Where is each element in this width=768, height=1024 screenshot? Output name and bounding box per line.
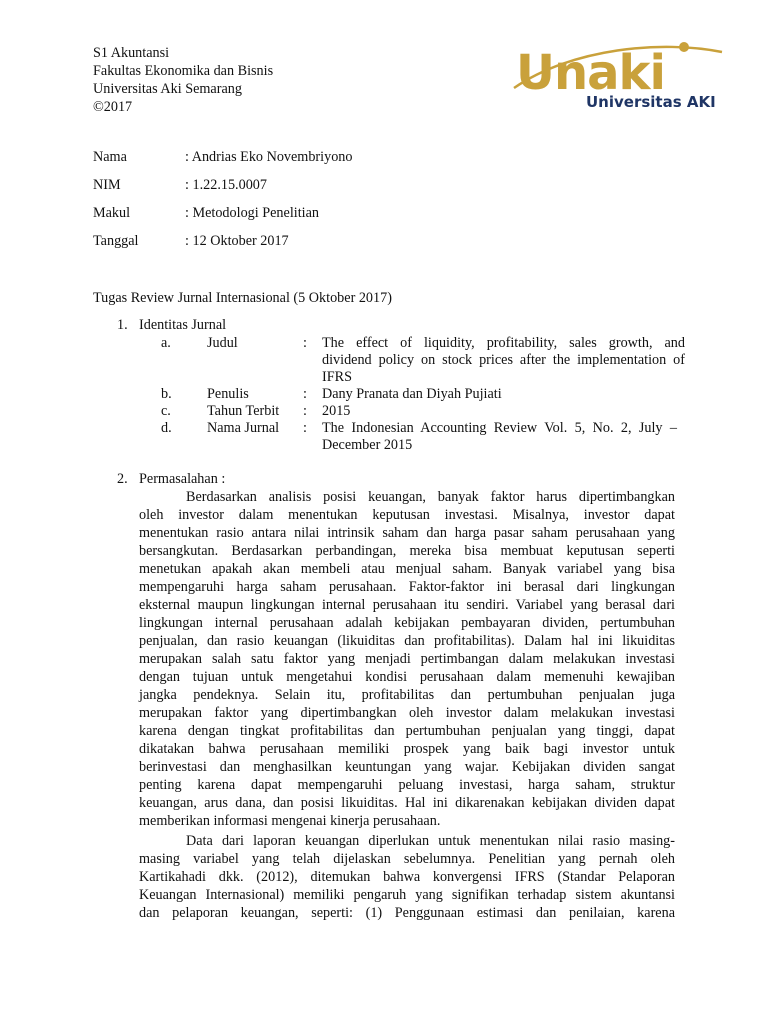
paragraph-2 [139, 832, 675, 922]
unaki-logo [512, 36, 732, 114]
paragraph-line: memberikan informasi mengenai kinerja perusahaan. [139, 813, 441, 829]
field-row-makul [93, 204, 319, 222]
paragraph-line: penting karena dapat mempengaruhi peluang investasi, harga saham, struktur [139, 777, 675, 793]
logo-dot [679, 42, 689, 52]
program-name: S1 Akuntansi [93, 45, 170, 61]
paragraph-line: menentukan rasio antara nilai intrinsik saham dan harga pasar saham perusahaan yang [139, 525, 675, 541]
item-value-line: The effect of liquidity, profitability, sales growth, and [322, 335, 685, 351]
item-colon: : [303, 420, 307, 436]
item-label: Judul [207, 335, 238, 351]
item-value-line: December 2015 [322, 437, 413, 453]
logo-subtitle: Universitas AKI [586, 93, 716, 111]
paragraph-line: masing variabel yang telah dijelaskan sebelumnya. Penelitian yang pernah oleh [139, 851, 675, 867]
item-letter: b. [161, 386, 172, 402]
faculty-name: Fakultas Ekonomika dan Bisnis [93, 63, 274, 79]
field-row-nama [93, 148, 352, 166]
paragraph-line: lingkungan internal perusahaan adalah kebijakan pembayaran dividen, pertumbuhan [139, 615, 675, 631]
section1-number: 1. [117, 317, 128, 333]
paragraph-line: menetukan apakah akan membeli atau menjual saham. Banyak variabel yang bisa [139, 561, 675, 577]
item-value-line: The Indonesian Accounting Review Vol. 5, No. 2, July – [322, 420, 677, 436]
paragraph-line: merupakan faktor yang dipertimbangkan oleh investor dalam melakukan investasi [139, 705, 675, 721]
item-colon: : [303, 386, 307, 402]
field-row-tanggal [93, 232, 289, 250]
field-row-nim [93, 176, 267, 194]
paragraph-1 [139, 488, 675, 830]
section2-number: 2. [117, 471, 128, 487]
field-label: Nama [93, 149, 127, 165]
paragraph-line: Berdasarkan analisis posisi keuangan, banyak faktor harus dipertimbangkan [186, 489, 675, 505]
item-letter: a. [161, 335, 171, 351]
paragraph-line: dengan tujuan untuk mengetahui kondisi perusahaan dalam memenuhi kewajiban [139, 669, 675, 685]
paragraph-line: karena dengan tingkat profitabilitas dan pertumbuhan penjualan yang tinggi, dapat [139, 723, 675, 739]
item-value-line: IFRS [322, 369, 352, 385]
paragraph-line: dan pelaporan keuangan, seperti: (1) Penggunaan estimasi dan penilaian, karena [139, 905, 675, 921]
item-label: Penulis [207, 386, 249, 402]
paragraph-line: penjualan, dan rasio keuangan (likuiditas dan profitabilitas). Dalam hal ini likuiditas [139, 633, 675, 649]
item-value-line: dividend policy on stock prices after the implementation of [322, 352, 685, 368]
copyright-year: ©2017 [93, 99, 133, 115]
field-value: : Andrias Eko Novembriyono [185, 149, 353, 165]
section2-heading: Permasalahan : [139, 471, 226, 487]
paragraph-line: eksternal maupun lingkungan internal perusahaan itu sendiri. Variabel yang berasal dari [139, 597, 675, 613]
paragraph-line: oleh investor dalam menentukan keputusan investasi. Misalnya, investor dapat [139, 507, 675, 523]
paragraph-line: bersangkutan. Berdasarkan perbandingan, mereka bisa membuat keputusan seperti [139, 543, 675, 559]
item-value-line: Dany Pranata dan Diyah Pujiati [322, 386, 502, 402]
paragraph-line: Data dari laporan keuangan diperlukan untuk menentukan nilai rasio masing- [186, 833, 675, 849]
paragraph-line: dikatakan bahwa perusahaan memiliki prospek yang baik bagi investor untuk [139, 741, 675, 757]
paragraph-line: keuangan, arus dana, dan posisi likuiditas. Hal ini dikarenakan kebijakan dividen dapat [139, 795, 675, 811]
item-colon: : [303, 403, 307, 419]
field-value: : 1.22.15.0007 [185, 177, 267, 193]
field-value: : Metodologi Penelitian [185, 205, 319, 221]
paragraph-line: Kartikahadi dkk. (2012), ditemukan bahwa konvergensi IFRS (Standar Pelaporan [139, 869, 675, 885]
field-label: Tanggal [93, 233, 139, 249]
item-value-line: 2015 [322, 403, 351, 419]
item-colon: : [303, 335, 307, 351]
paragraph-line: berinvestasi dan menghasilkan keuntungan yang wajar. Kebijakan dividen sangat [139, 759, 675, 775]
item-label: Nama Jurnal [207, 420, 280, 436]
item-label: Tahun Terbit [207, 403, 280, 419]
field-value: : 12 Oktober 2017 [185, 233, 289, 249]
paragraph-line: mempengaruhi harga saham perusahaan. Faktor-faktor ini berasal dari lingkungan [139, 579, 675, 595]
paragraph-line: Keuangan Internasional) memiliki pengaruh yang signifikan terhadap sistem akuntansi [139, 887, 675, 903]
item-letter: d. [161, 420, 172, 436]
assignment-title: Tugas Review Jurnal Internasional (5 Oktober 2017) [93, 290, 392, 306]
unaki-logo-graphic [512, 36, 732, 114]
institution-block [93, 44, 273, 116]
paragraph-line: jangka pendeknya. Selain itu, profitabilitas dan pertumbuhan penjualan juga [139, 687, 675, 703]
field-label: NIM [93, 177, 121, 193]
paragraph-line: merupakan salah satu faktor yang menjadi pertimbangan dalam melakukan investasi [139, 651, 675, 667]
item-letter: c. [161, 403, 171, 419]
university-name: Universitas Aki Semarang [93, 81, 242, 97]
section1-heading: Identitas Jurnal [139, 317, 227, 333]
field-label: Makul [93, 205, 131, 221]
logo-wordmark: Unaki [516, 45, 665, 101]
